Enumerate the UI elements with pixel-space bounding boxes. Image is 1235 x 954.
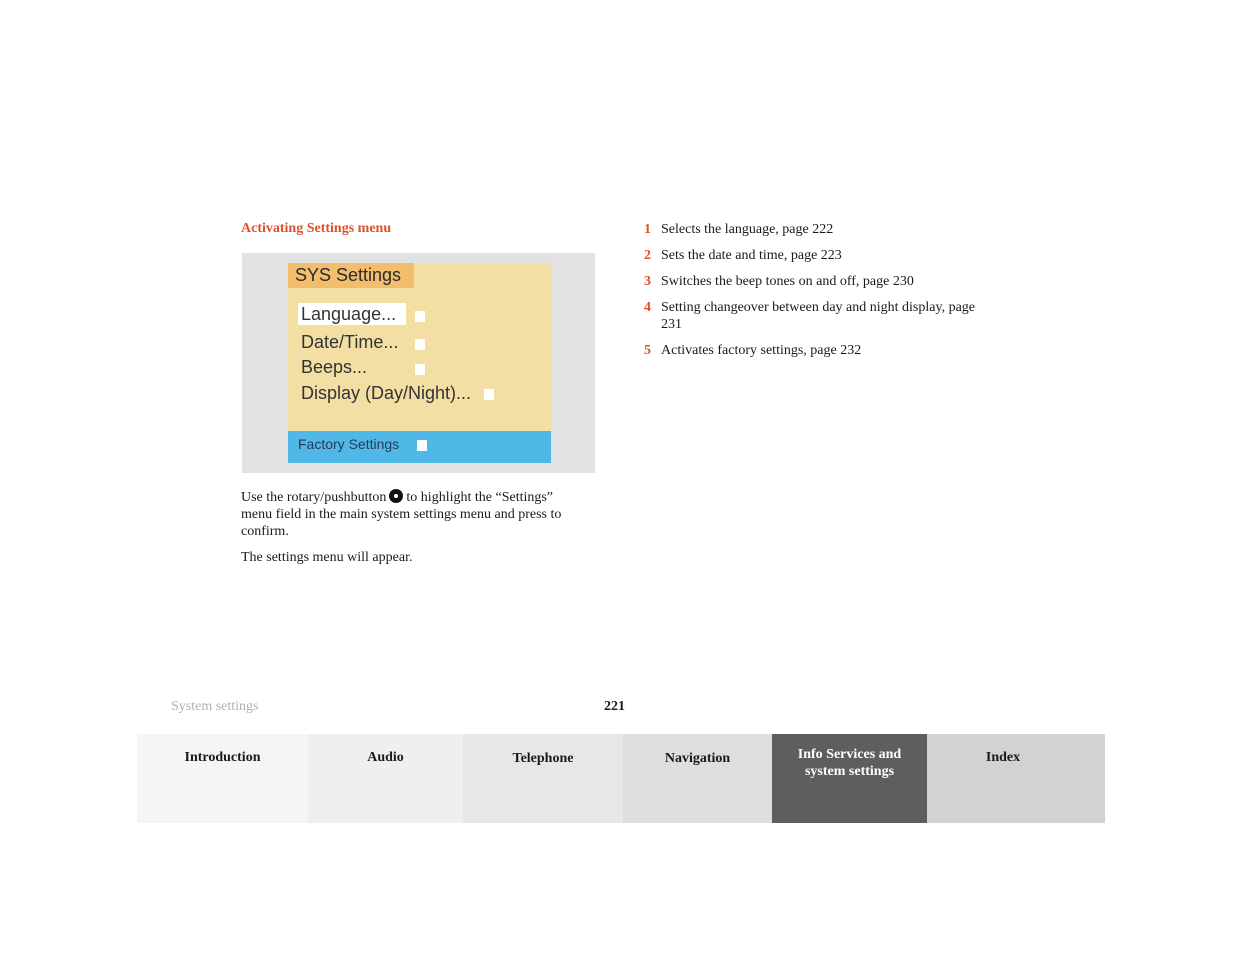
menu-marker-5: [417, 440, 427, 451]
display-screenshot-frame: [242, 253, 595, 473]
screen-title: SYS Settings: [288, 263, 414, 288]
instruction-paragraph: [241, 489, 581, 540]
page-number: 221: [604, 699, 625, 714]
list-number: 5: [644, 343, 651, 358]
list-item: [644, 342, 1004, 359]
list-text: Sets the date and time, page 223: [661, 248, 842, 263]
display-screenshot: [288, 263, 551, 463]
menu-marker-2: [415, 339, 425, 350]
list-text: Selects the language, page 222: [661, 222, 834, 237]
menu-item-date-time: Date/Time...: [301, 332, 399, 352]
section-heading: Activating Settings menu: [241, 221, 392, 236]
list-number: 4: [644, 300, 651, 315]
menu-item-beeps: Beeps...: [301, 357, 368, 377]
factory-settings-bar: [288, 431, 551, 463]
menu-marker-3: [415, 364, 425, 375]
menu-item-display: Display (Day/Night)...: [301, 383, 472, 403]
tab-label: Index: [985, 750, 1021, 765]
list-item: [644, 247, 1004, 264]
instruction-text-start: Use the rotary/pushbutton: [241, 490, 387, 505]
tab-label: Introduction: [184, 750, 261, 765]
instruction-text-end: to highlight the “Settings” menu field in the main system settings menu and press to confirm.: [241, 490, 562, 539]
list-number: 1: [644, 222, 651, 237]
tab-label: Audio: [367, 750, 404, 765]
result-paragraph: The settings menu will appear.: [241, 550, 413, 565]
numbered-list: [644, 221, 1004, 368]
tab-label: Telephone: [512, 751, 574, 766]
list-item: [644, 221, 1004, 238]
tab-label: Info Services and system settings: [797, 747, 902, 779]
list-text: Activates factory settings, page 232: [661, 343, 862, 358]
footer-section-title: System settings: [171, 699, 259, 714]
list-number: 2: [644, 248, 651, 263]
tab-introduction[interactable]: [137, 734, 308, 823]
list-text: Switches the beep tones on and off, page 230: [661, 274, 914, 289]
list-item: [644, 273, 1004, 290]
menu-marker-4: [484, 389, 494, 400]
list-number: 3: [644, 274, 651, 289]
menu-marker-1: [415, 311, 425, 322]
tab-label: Navigation: [664, 751, 731, 766]
tab-index[interactable]: [927, 734, 1105, 823]
tab-telephone[interactable]: [463, 734, 623, 823]
list-text: Setting changeover between day and night display, page 231: [661, 300, 975, 332]
tab-info-services[interactable]: [772, 734, 927, 823]
list-item: [644, 299, 1004, 333]
tab-navigation[interactable]: [623, 734, 772, 823]
tab-audio[interactable]: [308, 734, 463, 823]
menu-item-language: Language...: [298, 303, 406, 325]
factory-settings-label: Factory Settings: [298, 436, 400, 452]
rotary-pushbutton-icon: [389, 489, 403, 503]
